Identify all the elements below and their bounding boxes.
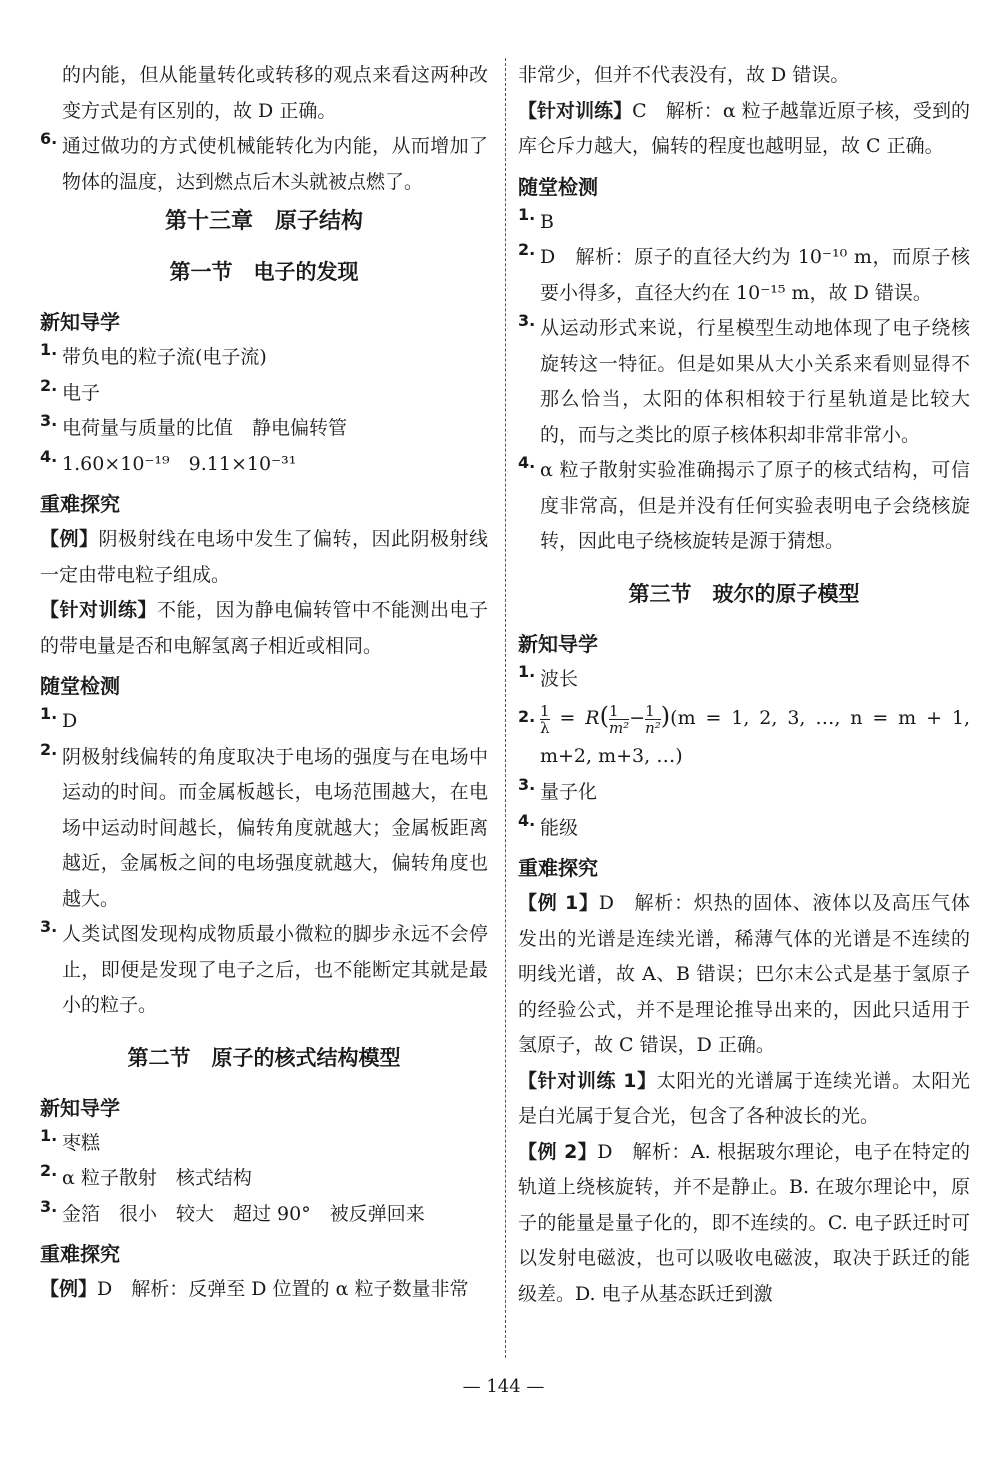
list-item (40, 740, 488, 918)
training-text: C 解析：α 粒子越靠近原子核，受到的库仑斥力越大，偏转的程度也越明显，故 C 正确。 (518, 99, 970, 157)
example-text: D 解析：炽热的固体、液体以及高压气体发出的光谱是连续光谱，稀薄气体的光谱是不连续的明线光谱，故 A、B 错误；巴尔末公式是基于氢原子的经验公式，并不是理论推导出来的，因此只适用于氢原子，故 C 错误，D 正确。 (518, 892, 970, 1056)
item-number: 1. (518, 204, 536, 224)
example-text: 阴极射线在电场中发生了偏转，因此阴极射线一定由带电粒子组成。 (40, 528, 488, 586)
training-paragraph (40, 593, 488, 664)
item-number: 2. (518, 707, 536, 726)
example-text: D 解析：A. 根据玻尔理论，电子在特定的轨道上绕核旋转，并不是静止。B. 在玻尔理论中，原子的能量是量子化的，即不连续的。C. 电子跃迁时可以发射电磁波，也可以吸收电磁波，取决于跃迁的能级差。D. 电子从基态跃迁到激 (518, 1140, 970, 1305)
list-item (518, 240, 970, 311)
item-text: 电荷量与质量的比值 静电偏转管 (62, 417, 348, 439)
formula-eq: = R (559, 707, 600, 729)
item-text: 阴极射线偏转的角度取决于电场的强度与在电场中运动的时间。而金属板越长，电场范围越大，在电场中运动时间越长，偏转角度就越大；金属板距离越近，金属板之间的电场强度就越大，偏转角度也越大。 (62, 745, 488, 910)
item-number: 4. (518, 453, 536, 472)
denominator: m² (608, 718, 630, 737)
item-text: 波长 (540, 667, 579, 690)
formula-item (518, 697, 970, 775)
item-text: 枣糕 (62, 1131, 101, 1154)
section-title: 第二节 原子的核式结构模型 (127, 1045, 401, 1070)
list-item (518, 453, 970, 560)
denominator: n² (645, 718, 661, 737)
item-text: 电子 (62, 381, 101, 404)
item-text: D (62, 710, 78, 732)
item-number: 3. (40, 1196, 58, 1216)
list-item (40, 1197, 488, 1233)
heading-xinzhi: 新知导学 (40, 1095, 120, 1120)
intro-paragraph: 的内能，但从能量转化或转移的观点来看这两种改变方式是有区别的，故 D 正确。 (62, 64, 488, 122)
item-text: 1.60×10⁻¹⁹ 9.11×10⁻³¹ (62, 452, 297, 475)
numerator: 1 (540, 701, 550, 720)
item-number: 3. (518, 775, 536, 794)
heading-zhongnan: 重难探究 (518, 856, 598, 880)
heading-suitang: 随堂检测 (40, 674, 120, 698)
list-item (40, 340, 488, 376)
item-text: 人类试图发现构成物质最小微粒的脚步永远不会停止，即便是发现了电子之后，也不能断定其就是最小的粒子。 (62, 923, 488, 1016)
example-tag: 【例 2】 (518, 1140, 598, 1163)
training-text: 太阳光的光谱属于连续光谱。太阳光是白光属于复合光，包含了各种波长的光。 (518, 1069, 970, 1127)
item-number: 4. (518, 810, 536, 830)
item-number: 3. (40, 917, 58, 936)
item-number: 1. (40, 704, 58, 723)
training-tag: 【针对训练】 (518, 99, 633, 122)
page-number: — 144 — (462, 1376, 545, 1397)
section-title: 第一节 电子的发现 (169, 260, 359, 284)
heading-xinzhi: 新知导学 (40, 310, 120, 334)
numerator: 1 (645, 701, 655, 720)
item-text: 带负电的粒子流(电子流) (62, 346, 267, 368)
rydberg-formula: $\frac{1}{\lambda}$ = R( $\frac{1}{\text{m²}}$ − $\frac{1}{\text{n²}}$ )(m = 1, 2, 3, …, n = m + 1, m+2, m+3, …) (540, 701, 971, 767)
item-number: 2. (518, 240, 536, 259)
training-text: 不能，因为静电偏转管中不能测出电子的带电量是否和电解氢离子相近或相同。 (40, 599, 488, 657)
fraction-1-over-n2 (645, 703, 661, 736)
heading-xinzhi: 新知导学 (518, 631, 598, 656)
item-number: 6. (40, 129, 58, 148)
list-item (518, 811, 970, 847)
list-item (518, 205, 970, 241)
training-tag: 【针对训练 1】 (518, 1069, 657, 1092)
item-text: α 粒子散射实验准确揭示了原子的核式结构，可信度非常高，但是并没有任何实验表明电子会绕核旋转，因此电子绕核旋转是源于猜想。 (540, 459, 970, 552)
item-text: 通过做功的方式使机械能转化为内能，从而增加了物体的温度，达到燃点后木头就被点燃了。 (62, 135, 488, 193)
item-number: 1. (40, 340, 58, 359)
answer-list (40, 340, 488, 482)
item-text: B (540, 210, 554, 233)
item-text: 能级 (540, 816, 579, 839)
item-number: 1. (518, 661, 536, 681)
item-text: D 解析：原子的直径大约为 10⁻¹⁰ m，而原子核要小得多，直径大约在 10⁻¹⁵ m，故 D 错误。 (540, 246, 970, 304)
item-number: 2. (40, 739, 58, 759)
list-item (40, 129, 488, 200)
example-tag: 【例】 (40, 528, 99, 550)
item-text: 量子化 (540, 781, 598, 803)
training-tag: 【针对训练】 (40, 599, 157, 621)
fraction-1-over-m2 (609, 703, 629, 736)
denominator: λ (540, 718, 550, 737)
item-text: 金箔 很小 较大 超过 90° 被反弹回来 (62, 1202, 425, 1225)
list-item (40, 917, 488, 1024)
example-paragraph (40, 1272, 488, 1308)
numerator: 1 (608, 701, 619, 720)
list-item (40, 704, 488, 740)
list-item (518, 662, 970, 698)
list-item (40, 411, 488, 447)
example-paragraph (40, 522, 488, 593)
item-number: 2. (40, 375, 58, 395)
example-text: D 解析：反弹至 D 位置的 α 粒子数量非常 (97, 1278, 469, 1300)
section-title: 第三节 玻尔的原子模型 (628, 581, 860, 606)
example-tag: 【例】 (40, 1278, 98, 1300)
item-number: 1. (40, 1125, 58, 1145)
example-paragraph (518, 886, 970, 1064)
heading-suitang: 随堂检测 (518, 174, 598, 199)
list-item (518, 311, 970, 453)
list-item (40, 1126, 488, 1162)
list-item (40, 376, 488, 412)
example-paragraph (518, 1135, 970, 1313)
chapter-title: 第十三章 原子结构 (164, 209, 363, 234)
item-number: 4. (40, 446, 58, 466)
heading-zhongnan: 重难探究 (40, 492, 120, 516)
item-text: 从运动形式来说，行星模型生动地体现了电子绕核旋转这一特征。但是如果从大小关系来看则显得不那么恰当，太阳的体积相较于行星轨道是比较大的，而与之类比的原子核体积却非常非常小。 (540, 317, 970, 446)
list-item (40, 1161, 488, 1197)
item-number: 2. (40, 1161, 58, 1180)
item-number: 3. (518, 311, 536, 330)
column-divider (505, 58, 506, 1358)
right-column (518, 58, 970, 1312)
list-item (40, 447, 488, 483)
training-paragraph (518, 1064, 970, 1135)
fraction-1-over-lambda (540, 703, 550, 736)
item-text: α 粒子散射 核式结构 (62, 1167, 252, 1189)
heading-zhongnan: 重难探究 (40, 1242, 120, 1266)
training-paragraph (518, 94, 970, 165)
list-item (518, 775, 970, 811)
left-column (40, 58, 488, 1308)
continued-paragraph: 非常少，但并不代表没有，故 D 错误。 (518, 64, 850, 86)
item-number: 3. (40, 411, 58, 430)
formula-conditions: (m = 1, 2, 3, …, n = m + 1, m+2, m+3, …) (540, 707, 971, 767)
example-tag: 【例 1】 (518, 892, 599, 914)
